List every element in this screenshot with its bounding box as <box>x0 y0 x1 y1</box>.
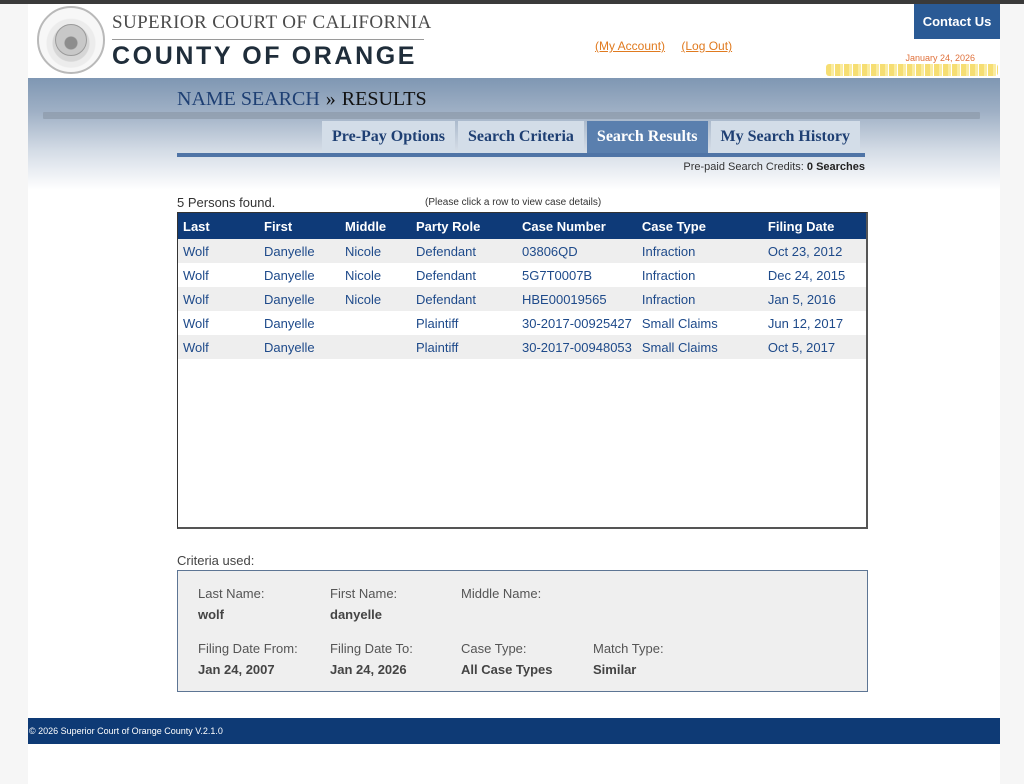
column-header-middle[interactable]: Middle <box>340 213 411 239</box>
cell-last: Wolf <box>178 335 259 359</box>
highlight-marks <box>826 64 998 76</box>
cell-middle: Nicole <box>340 287 411 311</box>
brand-divider <box>112 39 424 40</box>
cell-party-role: Defendant <box>411 239 517 263</box>
cell-last: Wolf <box>178 287 259 311</box>
cell-first: Danyelle <box>259 287 340 311</box>
table-row[interactable] <box>178 239 866 263</box>
criteria-panel <box>177 570 868 692</box>
criteria-label: Filing Date From: <box>198 641 298 656</box>
cell-middle: Nicole <box>340 263 411 287</box>
my-account-link[interactable]: (My Account) <box>595 39 666 53</box>
results-count: 5 Persons found. <box>177 195 276 210</box>
criteria-first-name <box>330 586 462 622</box>
brand-title-line1: SUPERIOR COURT OF CALIFORNIA <box>112 12 432 33</box>
site-footer <box>28 718 1000 744</box>
cell-middle: Nicole <box>340 239 411 263</box>
banner-divider <box>43 112 980 119</box>
cell-filing-date: Dec 24, 2015 <box>763 263 866 287</box>
contact-us-button[interactable]: Contact Us <box>914 4 1000 39</box>
criteria-label: Filing Date To: <box>330 641 413 656</box>
cell-case-type: Infraction <box>637 287 763 311</box>
criteria-value: Jan 24, 2026 <box>330 662 407 677</box>
seal-emblem-icon <box>55 24 87 56</box>
criteria-label: Last Name: <box>198 586 265 601</box>
cell-first: Danyelle <box>259 239 340 263</box>
results-table <box>178 213 866 359</box>
cell-last: Wolf <box>178 263 259 287</box>
tab-my-search-history[interactable]: My Search History <box>711 121 860 153</box>
tab-search-criteria[interactable]: Search Criteria <box>458 121 584 153</box>
tab-bar <box>322 121 863 153</box>
cell-case-type: Small Claims <box>637 335 763 359</box>
breadcrumb-section: NAME SEARCH <box>177 88 320 110</box>
criteria-value: Similar <box>593 662 637 677</box>
breadcrumb-separator: » <box>325 88 336 110</box>
cell-party-role: Plaintiff <box>411 311 517 335</box>
tab-search-results[interactable]: Search Results <box>587 121 708 153</box>
tab-underline <box>177 153 865 157</box>
cell-case-number: 30-2017-00948053 <box>517 335 637 359</box>
cell-case-type: Infraction <box>637 263 763 287</box>
column-header-case-type[interactable]: Case Type <box>637 213 763 239</box>
cell-case-type: Infraction <box>637 239 763 263</box>
table-row[interactable] <box>178 335 866 359</box>
credits-label: Pre-paid Search Credits: <box>683 161 804 173</box>
page-container <box>28 4 1000 784</box>
log-out-link[interactable]: (Log Out) <box>681 39 733 53</box>
criteria-filing-date-to <box>330 641 462 677</box>
column-header-party-role[interactable]: Party Role <box>411 213 517 239</box>
cell-case-type: Small Claims <box>637 311 763 335</box>
cell-case-number: 5G7T0007B <box>517 263 637 287</box>
cell-middle <box>340 335 411 359</box>
criteria-heading: Criteria used: <box>177 553 255 568</box>
criteria-value: danyelle <box>330 607 383 622</box>
column-header-case-number[interactable]: Case Number <box>517 213 637 239</box>
criteria-label: Case Type: <box>461 641 527 656</box>
criteria-value: wolf <box>198 607 224 622</box>
table-row[interactable] <box>178 311 866 335</box>
cell-filing-date: Oct 23, 2012 <box>763 239 866 263</box>
table-row[interactable] <box>178 263 866 287</box>
criteria-middle-name <box>461 586 593 607</box>
cell-first: Danyelle <box>259 335 340 359</box>
nav-banner <box>28 78 1000 190</box>
criteria-label: First Name: <box>330 586 398 601</box>
column-header-first[interactable]: First <box>259 213 340 239</box>
tab-pre-pay-options[interactable]: Pre-Pay Options <box>322 121 455 153</box>
cell-party-role: Defendant <box>411 263 517 287</box>
criteria-match-type <box>593 641 725 677</box>
criteria-last-name <box>198 586 330 622</box>
cell-party-role: Plaintiff <box>411 335 517 359</box>
site-header <box>28 4 1000 78</box>
cell-first: Danyelle <box>259 311 340 335</box>
breadcrumb-page: RESULTS <box>341 88 427 110</box>
search-credits <box>177 161 865 173</box>
criteria-label: Match Type: <box>593 641 664 656</box>
criteria-case-type <box>461 641 593 677</box>
cell-case-number: 30-2017-00925427 <box>517 311 637 335</box>
cell-party-role: Defendant <box>411 287 517 311</box>
cell-first: Danyelle <box>259 263 340 287</box>
table-row[interactable] <box>178 287 866 311</box>
cell-last: Wolf <box>178 239 259 263</box>
footer-copyright: © 2026 Superior Court of Orange County V.2.1.0 <box>29 726 223 736</box>
cell-filing-date: Oct 5, 2017 <box>763 335 866 359</box>
column-header-filing-date[interactable]: Filing Date <box>763 213 866 239</box>
column-header-last[interactable]: Last <box>178 213 259 239</box>
results-table-container <box>177 212 868 529</box>
cell-middle <box>340 311 411 335</box>
results-hint: (Please click a row to view case details) <box>425 197 602 208</box>
criteria-value: All Case Types <box>461 662 553 677</box>
cell-last: Wolf <box>178 311 259 335</box>
breadcrumb <box>177 88 427 111</box>
criteria-filing-date-from <box>198 641 330 677</box>
cell-case-number: 03806QD <box>517 239 637 263</box>
brand-title-line2: COUNTY OF ORANGE <box>112 42 418 70</box>
current-date: January 24, 2026 <box>905 53 975 63</box>
criteria-value: Jan 24, 2007 <box>198 662 275 677</box>
cell-filing-date: Jun 12, 2017 <box>763 311 866 335</box>
credits-value: 0 Searches <box>806 161 865 173</box>
court-seal-logo <box>37 6 105 74</box>
criteria-label: Middle Name: <box>461 586 542 601</box>
table-header-row <box>178 213 866 239</box>
cell-case-number: HBE00019565 <box>517 287 637 311</box>
cell-filing-date: Jan 5, 2016 <box>763 287 866 311</box>
account-links <box>595 39 745 53</box>
